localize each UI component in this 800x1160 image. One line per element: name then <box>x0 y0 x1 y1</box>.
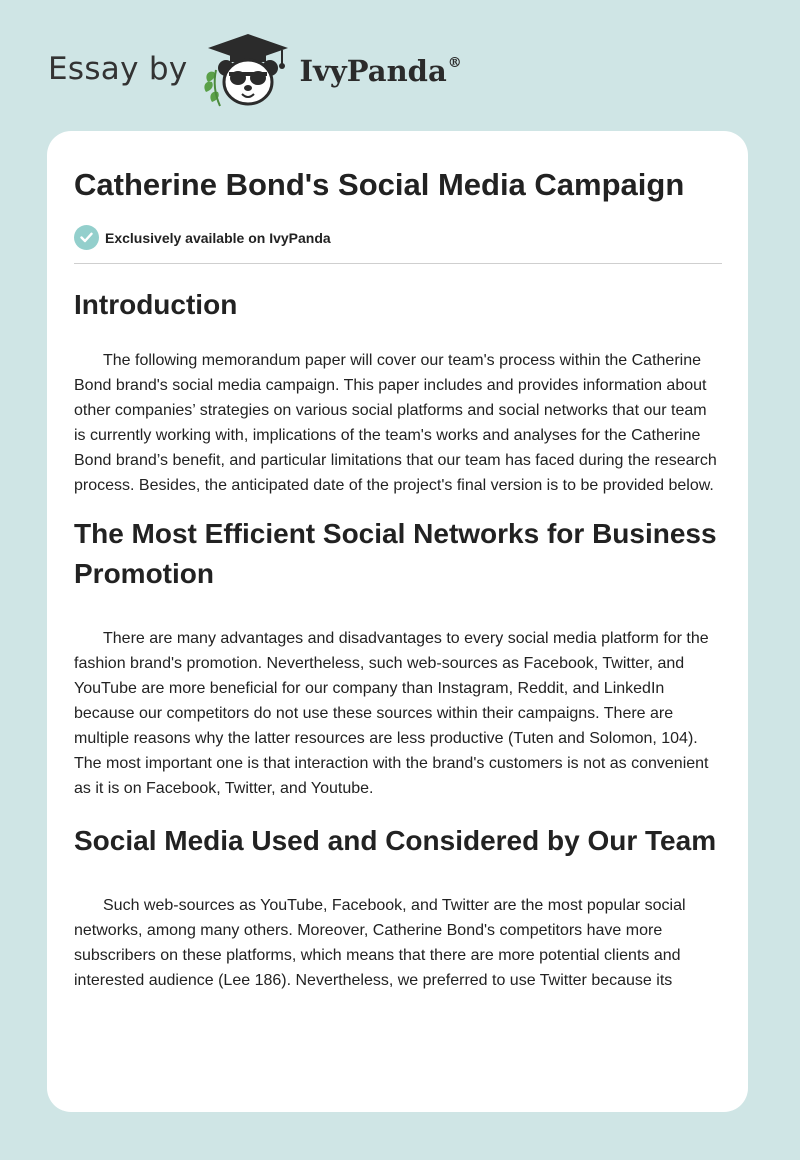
registered-mark: ® <box>447 55 462 71</box>
check-icon <box>74 225 99 250</box>
section-paragraph: The following memorandum paper will cover our team's process within the Catherine Bond brand's social media campaign. This paper includes and provides information about other companies’ strategies on various social platforms and social networks that our team is currently working with, implications of the team's works and analyses for the Catherine Bond brand’s benefit, and particular limitations that our team has faced during the research process. Besides, the anticipated date of the project's final version is to be provided below. <box>74 352 717 494</box>
section-heading: The Most Efficient Social Networks for Business Promotion <box>74 518 717 589</box>
section-paragraph: There are many advantages and disadvantages to every social media platform for the fashion brand's promotion. Nevertheless, such web-sources as Facebook, Twitter, and YouTube are more beneficial for our company than Instagram, Reddit, and LinkedIn because our competitors do not use these sources within their campaigns. There are multiple reasons why the latter resources are less productive (Tuten and Solomon, 104). The most important one is that interaction with the brand's customers is not as convenient as it is on Facebook, Twitter, and Youtube. <box>74 630 709 797</box>
page-title: Catherine Bond's Social Media Campaign <box>74 167 685 202</box>
essay-card <box>47 131 748 1112</box>
section-paragraph: Such web-sources as YouTube, Facebook, and Twitter are the most popular social networks, among many others. Moreover, Catherine Bond's competitors have more subscribers on these platforms, which means that there are more potential clients and interested audience (Lee 186). Nevertheless, we preferred to use Twitter because its <box>74 897 686 989</box>
exclusive-badge <box>74 225 722 250</box>
divider <box>74 263 722 264</box>
exclusive-label: Exclusively available on IvyPanda <box>105 229 331 246</box>
section-heading: Social Media Used and Considered by Our Team <box>74 825 717 856</box>
site-header <box>48 32 462 112</box>
brand-name: IvyPanda® <box>299 54 462 88</box>
essay-by-label: Essay by <box>48 51 188 87</box>
section-heading: Introduction <box>74 289 238 320</box>
panda-graduate-icon <box>202 30 294 115</box>
ivypanda-logo[interactable] <box>202 30 462 115</box>
